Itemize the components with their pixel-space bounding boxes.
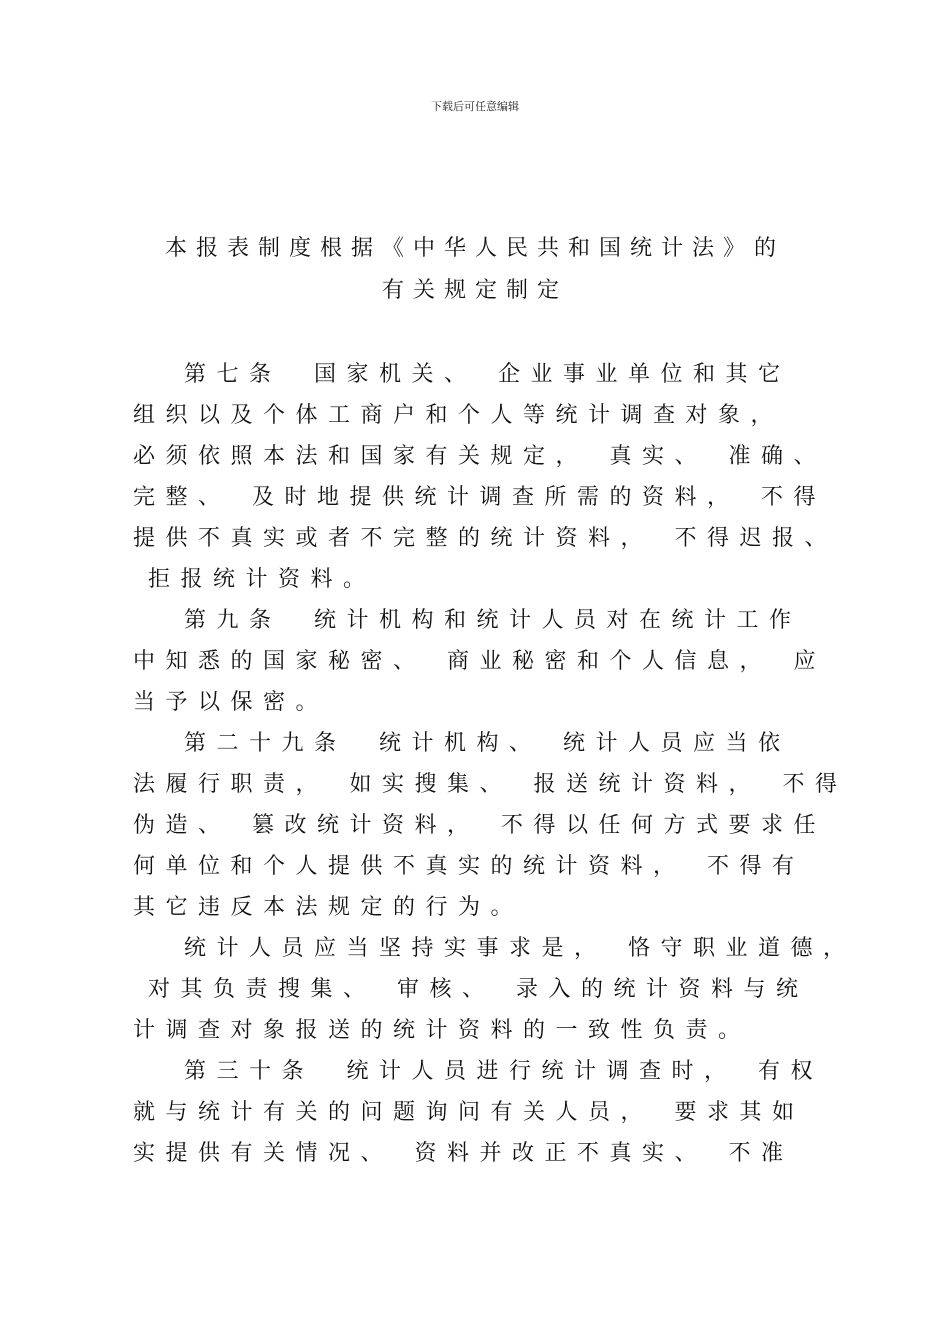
body-line: 中知悉的国家秘密、 商业秘密和个人信息， 应 <box>133 649 827 674</box>
body-line: 伪造、 篡改统计资料， 不得以任何方式要求任 <box>133 813 827 838</box>
body-line: 完整、 及时地提供统计调查所需的资料， 不得 <box>133 485 827 510</box>
body-line: 计调查对象报送的统计资料的一致性负责。 <box>133 1018 751 1043</box>
body-line: 对其负责搜集、 审核、 录入的统计资料与统 <box>148 977 809 1002</box>
document-title <box>0 228 950 312</box>
body-line: 统计人员应当坚持实事求是， 恪守职业道德， <box>184 936 856 961</box>
body-line: 第九条 统计机构和统计人员对在统计工作 <box>184 608 802 633</box>
body-line: 何单位和个人提供不真实的统计资料， 不得有 <box>133 854 805 879</box>
body-line: 第三十条 统计人员进行统计调查时， 有权 <box>184 1059 824 1084</box>
body-line: 必须依照本法和国家有关规定， 真实、 准确、 <box>133 444 827 469</box>
body-line: 其它违反本法规定的行为。 <box>133 895 524 920</box>
title-line-1: 本报表制度根据《中华人民共和国统计法》的 <box>164 236 785 261</box>
body-line: 第七条 国家机关、 企业事业单位和其它 <box>184 362 791 387</box>
title-line-2: 有关规定制定 <box>381 278 568 303</box>
body-line: 就与统计有关的问题询问有关人员， 要求其如 <box>133 1100 805 1125</box>
body-line: 当予以保密。 <box>133 690 329 715</box>
body-line: 实提供有关情况、 资料并改正不真实、 不准 <box>133 1141 794 1166</box>
body-line: 法履行职责， 如实搜集、 报送统计资料， 不得 <box>133 772 848 797</box>
body-line: 提供不真实或者不完整的统计资料， 不得迟报、 <box>133 526 838 551</box>
header-note: 下载后可任意编辑 <box>431 100 519 113</box>
body-line: 第二十九条 统计机构、 统计人员应当依 <box>184 731 791 756</box>
body-line: 组织以及个体工商户和个人等统计调查对象， <box>133 403 784 428</box>
body-line: 拒报统计资料。 <box>148 567 376 592</box>
